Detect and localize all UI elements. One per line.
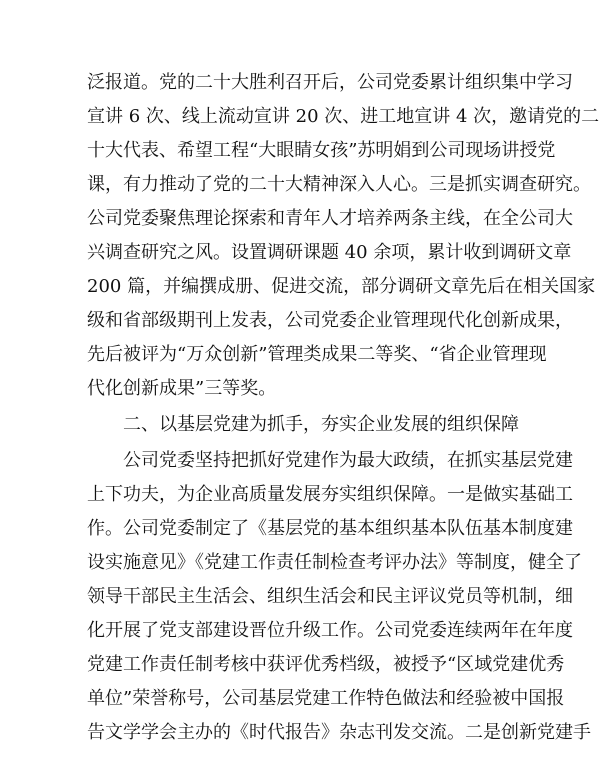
paragraph-line: 告文学学会主办的《时代报告》杂志刊发交流。二是创新党建手 [87, 722, 591, 743]
paragraph-line: 上下功夫，为企业高质量发展夯实组织保障。一是做实基础工 [87, 484, 573, 505]
paragraph-line: 作。公司党委制定了《基层党的基本组织基本队伍基本制度建 [87, 518, 573, 539]
paragraph-line: 代化创新成果”三等奖。 [87, 378, 277, 399]
paragraph-line: 设实施意见》《党建工作责任制检查考评办法》等制度，健全了 [87, 552, 582, 573]
paragraph-line: 先后被评为“万众创新”管理类成果二等奖、“省企业管理现 [87, 344, 547, 365]
paragraph-line: 兴调查研究之风。设置调研课题 40 余项，累计收到调研文章 [87, 242, 572, 263]
paragraph-line: 十大代表、希望工程“大眼睛女孩”苏明娟到公司现场讲授党 [87, 140, 556, 161]
paragraph-line: 级和省部级期刊上发表，公司党委企业管理现代化创新成果， [87, 310, 573, 331]
paragraph-line: 课，有力推动了党的二十大精神深入人心。三是抓实调查研究。 [87, 174, 591, 195]
paragraph-line: 泛报道。党的二十大胜利召开后，公司党委累计组织集中学习 [87, 72, 573, 93]
paragraph-line: 单位”荣誉称号，公司基层党建工作特色做法和经验被中国报 [87, 688, 565, 709]
paragraph-line: 公司党委坚持把抓好党建作为最大政绩，在抓实基层党建 [123, 450, 573, 471]
paragraph-line: 化开展了党支部建设晋位升级工作。公司党委连续两年在年度 [87, 620, 573, 641]
paragraph-line: 宣讲 6 次、线上流动宣讲 20 次、进工地宣讲 4 次，邀请党的二 [87, 106, 599, 127]
section-heading: 二、以基层党建为抓手，夯实企业发展的组织保障 [123, 414, 519, 435]
paragraph-line: 领导干部民主生活会、组织生活会和民主评议党员等机制，细 [87, 586, 573, 607]
paragraph-line: 公司党委聚焦理论探索和青年人才培养两条主线，在全公司大 [87, 208, 573, 229]
paragraph-line: 党建工作责任制考核中获评优秀档级，被授予“区域党建优秀 [87, 654, 565, 675]
paragraph-line: 200 篇，并编撰成册、促进交流，部分调研文章先后在相关国家 [87, 276, 596, 297]
